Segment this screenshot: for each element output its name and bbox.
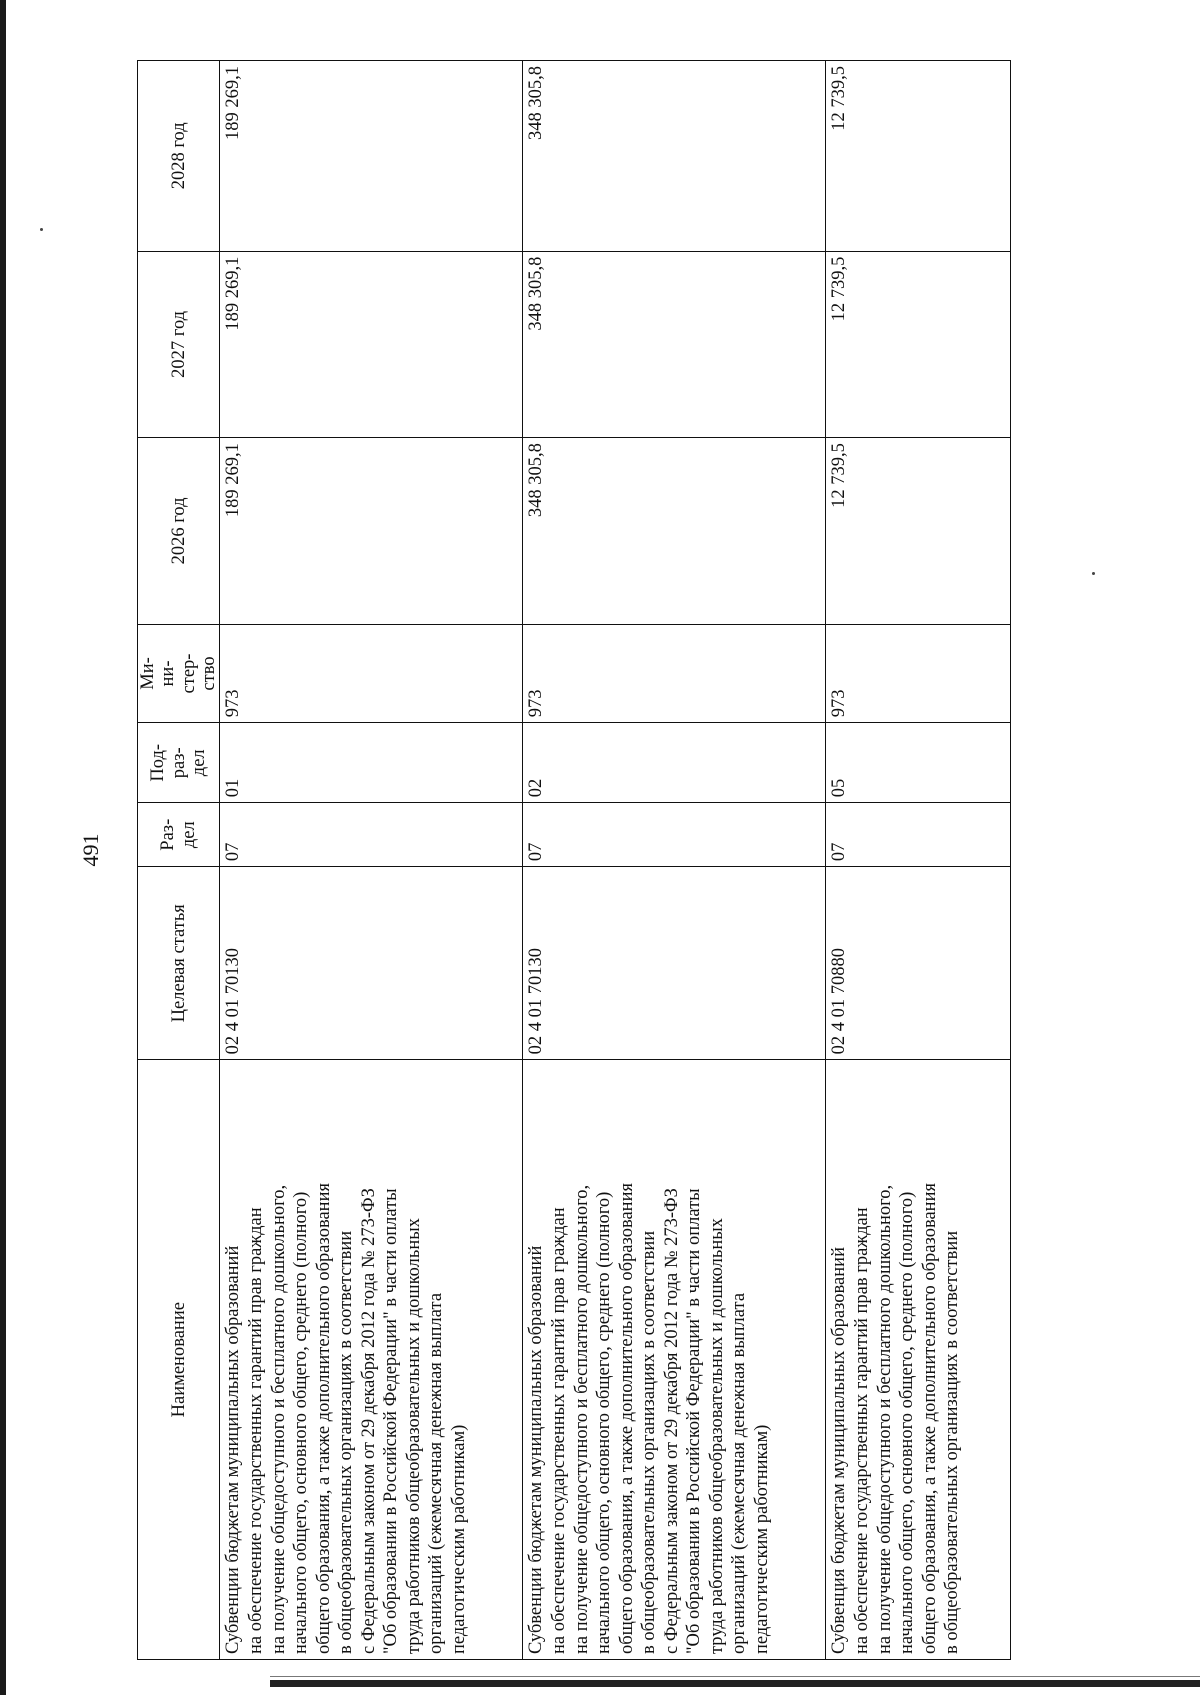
header-ministry-line: стер-: [178, 653, 199, 694]
scan-edge-bottom: [270, 1680, 1200, 1687]
row-name: [523, 1060, 826, 1660]
rotated-page: [72, 40, 1127, 1660]
table-row: [523, 61, 826, 1660]
row-section: 07: [523, 803, 826, 867]
row-target: 02 4 01 70880: [826, 867, 1011, 1060]
row-subsection: 02: [523, 723, 826, 803]
name-line: Субвенции бюджетам муниципальных образований: [223, 1245, 244, 1654]
scan-edge-bottom-line: [270, 1676, 1200, 1677]
header-subsection-line: дел: [188, 749, 209, 777]
row-target: 02 4 01 70130: [220, 867, 523, 1060]
row-name: [220, 1060, 523, 1660]
row-ministry: 973: [826, 624, 1011, 723]
row-2027: 189 269,1: [220, 251, 523, 438]
header-section-line: Раз-: [158, 818, 179, 851]
name-line: начального общего, основного общего, среднего (полного): [291, 1191, 312, 1654]
page-number: 491: [78, 833, 103, 867]
name-line: на обеспечение государственных гарантий прав граждан: [245, 1207, 266, 1654]
name-line: начального общего, основного общего, среднего (полного): [594, 1191, 615, 1654]
header-2026: 2026 год: [138, 438, 220, 625]
header-2027: 2027 год: [138, 251, 220, 438]
name-line: Субвенция бюджетам муниципальных образований: [829, 1247, 850, 1654]
header-subsection-line: раз-: [168, 747, 189, 779]
name-line: с Федеральным законом от 29 декабря 2012 года № 273-ФЗ: [358, 1188, 379, 1654]
row-2026: 189 269,1: [220, 438, 523, 625]
scan-edge-left: [0, 0, 6, 1695]
header-target: Целевая статья: [138, 867, 220, 1060]
name-line: на обеспечение государственных гарантий прав граждан: [851, 1207, 872, 1654]
name-line: организаций (ежемесячная денежная выплата: [729, 1292, 750, 1654]
name-line: на получение общедоступного и бесплатного дошкольного,: [571, 1184, 592, 1654]
name-line: общего образования, а также дополнительного образования: [313, 1183, 334, 1654]
table-row: [220, 61, 523, 1660]
header-section: [138, 803, 220, 867]
row-section: 07: [826, 803, 1011, 867]
name-line: в общеобразовательных организациях в соответствии: [336, 1230, 357, 1654]
budget-table: [137, 60, 1011, 1660]
row-ministry: 973: [523, 624, 826, 723]
row-2028: 348 305,8: [523, 61, 826, 252]
name-line: "Об образовании в Российской Федерации" в части оплаты: [381, 1188, 402, 1654]
name-line: организаций (ежемесячная денежная выплата: [426, 1292, 447, 1654]
name-line: общего образования, а также дополнительного образования: [616, 1183, 637, 1654]
row-name: [826, 1060, 1011, 1660]
scan-speck: [40, 228, 43, 231]
header-section-line: дел: [178, 821, 199, 849]
name-line: общего образования, а также дополнительного образования: [919, 1183, 940, 1654]
name-line: труда работников общеобразовательных и дошкольных: [403, 1218, 424, 1654]
row-2027: 12 739,5: [826, 251, 1011, 438]
header-ministry-line: ство: [199, 656, 220, 691]
name-line: "Об образовании в Российской Федерации" в части оплаты: [684, 1188, 705, 1654]
name-line: Субвенции бюджетам муниципальных образований: [526, 1245, 547, 1654]
row-subsection: 05: [826, 723, 1011, 803]
row-2026: 348 305,8: [523, 438, 826, 625]
header-subsection-line: Под-: [148, 743, 169, 782]
name-line: на получение общедоступного и бесплатного дошкольного,: [268, 1184, 289, 1654]
row-target: 02 4 01 70130: [523, 867, 826, 1060]
name-line: в общеобразовательных организациях в соответствии: [942, 1230, 963, 1654]
header-ministry-line: ни-: [158, 660, 179, 687]
header-2028: 2028 год: [138, 61, 220, 252]
row-section: 07: [220, 803, 523, 867]
table-row: [826, 61, 1011, 1660]
name-line: на получение общедоступного и бесплатного дошкольного,: [874, 1184, 895, 1654]
row-2028: 12 739,5: [826, 61, 1011, 252]
name-line: с Федеральным законом от 29 декабря 2012 года № 273-ФЗ: [661, 1188, 682, 1654]
header-subsection: [138, 723, 220, 803]
row-ministry: 973: [220, 624, 523, 723]
name-line: труда работников общеобразовательных и дошкольных: [706, 1218, 727, 1654]
name-line: в общеобразовательных организациях в соответствии: [639, 1230, 660, 1654]
header-ministry: [138, 624, 220, 723]
row-2026: 12 739,5: [826, 438, 1011, 625]
name-line: начального общего, основного общего, среднего (полного): [897, 1191, 918, 1654]
name-line: на обеспечение государственных гарантий прав граждан: [548, 1207, 569, 1654]
header-name: Наименование: [138, 1060, 220, 1660]
row-subsection: 01: [220, 723, 523, 803]
table-header-row: [138, 61, 220, 1660]
name-line: педагогическим работникам): [449, 1424, 469, 1654]
row-2028: 189 269,1: [220, 61, 523, 252]
row-2027: 348 305,8: [523, 251, 826, 438]
header-ministry-line: Ми-: [138, 657, 158, 690]
name-line: педагогическим работникам): [752, 1424, 772, 1654]
